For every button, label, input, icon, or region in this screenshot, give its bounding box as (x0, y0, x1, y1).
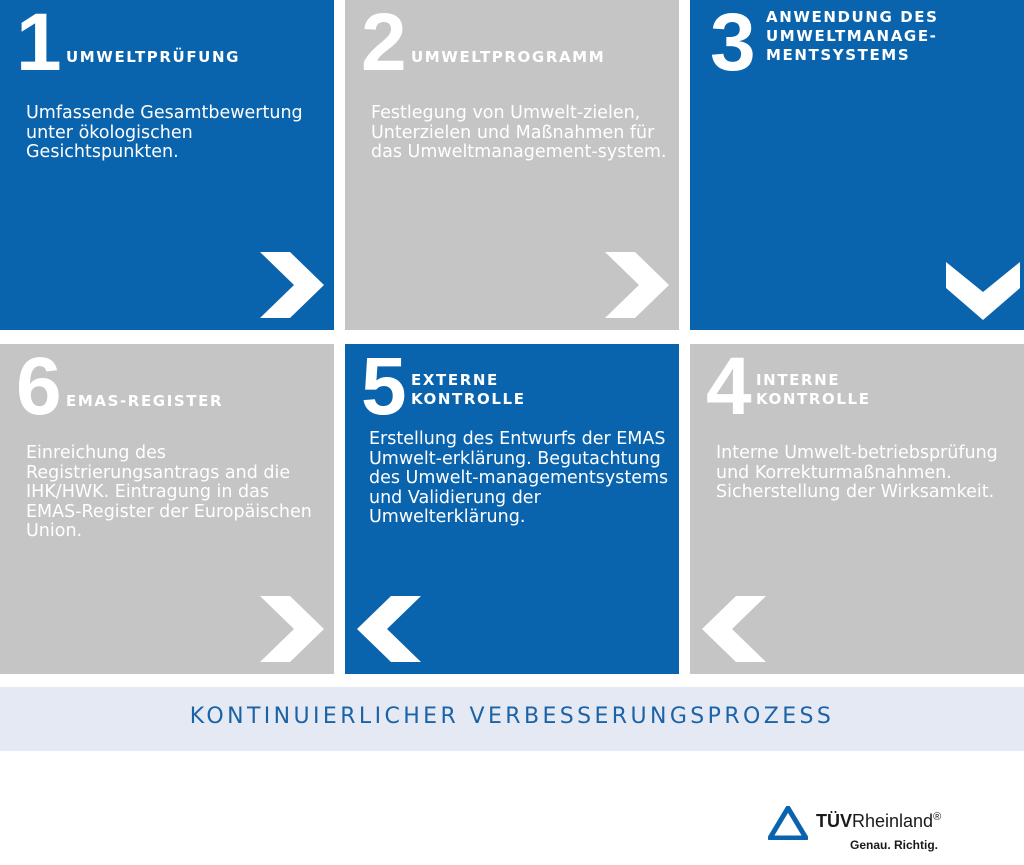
step-title: UMWELTPRÜFUNG (66, 48, 241, 66)
step-description: Erstellung des Entwurfs der EMAS Umwelt-erklärung. Begutachtung des Umwelt-managementsystems und Validierung der Umwelterklärung. (369, 429, 669, 527)
step-number: 6 (16, 344, 62, 432)
step-description: Einreichung des Registrierungsantrags and die IHK/HWK. Eintragung in das EMAS-Register der Europäischen Union. (26, 443, 312, 541)
chevron-left-icon (700, 596, 766, 662)
brand-name (816, 811, 941, 832)
registered-mark: ® (933, 811, 942, 823)
step-number: 3 (710, 0, 756, 88)
chevron-left-icon (355, 596, 421, 662)
step-number: 2 (361, 0, 407, 88)
step-title: INTERNE KONTROLLE (756, 371, 871, 408)
step-title: UMWELTPROGRAMM (411, 48, 606, 66)
step-number: 5 (361, 344, 407, 432)
chevron-down-icon (946, 262, 1020, 320)
chevron-right-icon (605, 252, 671, 318)
chevron-right-icon (260, 252, 326, 318)
continuous-improvement-banner (0, 687, 1024, 751)
step-title: EXTERNE KONTROLLE (411, 371, 526, 408)
tuv-rheinland-logo (768, 806, 1018, 862)
triangle-logo-icon (768, 806, 808, 840)
chevron-right-icon (260, 596, 326, 662)
step-description: Festlegung von Umwelt-zielen, Unterzielen und Maßnahmen für das Umweltmanagement-system. (371, 103, 667, 162)
step-description: Interne Umwelt-betriebsprüfung und Korrekturmaßnahmen. Sicherstellung der Wirksamkeit. (716, 443, 998, 502)
brand-regular: Rheinland (852, 811, 934, 831)
step-number: 4 (706, 344, 752, 432)
banner-label: KONTINUIERLICHER VERBESSERUNGSPROZESS (189, 704, 835, 729)
step-number: 1 (16, 0, 62, 88)
brand-tagline: Genau. Richtig. (850, 838, 939, 852)
brand-bold: TÜV (816, 811, 852, 831)
step-title: EMAS-REGISTER (66, 392, 224, 410)
step-description: Umfassende Gesamtbewertung unter ökologischen Gesichtspunkten. (26, 103, 303, 162)
step-title: ANWENDUNG DES UMWELTMANAGE-MENTSYSTEMS (766, 8, 939, 64)
